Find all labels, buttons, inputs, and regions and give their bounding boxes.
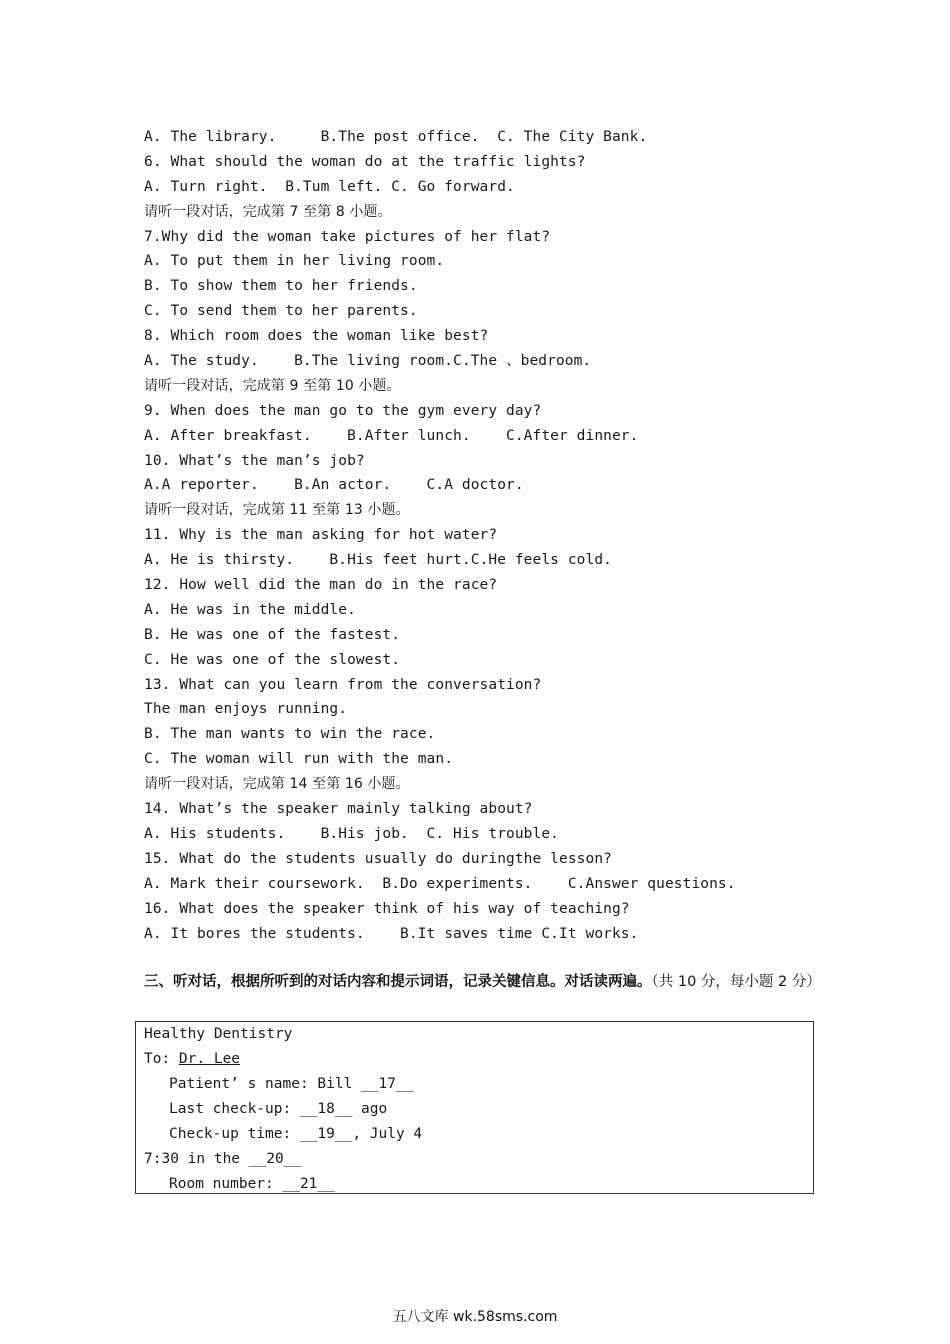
question-line: B. To show them to her friends. — [144, 278, 418, 295]
form-room-number: Room number: __21__ — [169, 1176, 335, 1192]
form-time-place: 7:30 in the __20__ — [144, 1151, 302, 1167]
instruction-line: 请听一段对话，完成第 11 至第 13 小题。 — [144, 502, 410, 519]
question-line: 8. Which room does the woman like best? — [144, 328, 489, 345]
instruction-line: 请听一段对话，完成第 7 至第 8 小题。 — [144, 203, 392, 220]
instruction-line: 请听一段对话，完成第 14 至第 16 小题。 — [144, 776, 410, 793]
question-line: C. To send them to her parents. — [144, 303, 418, 320]
instruction-line: 请听一段对话，完成第 9 至第 10 小题。 — [144, 377, 401, 394]
form-title: Healthy Dentistry — [144, 1026, 293, 1042]
question-line: A. Mark their coursework. B.Do experiments. C.Answer questions. — [144, 875, 736, 892]
question-line: 7.Why did the woman take pictures of her flat? — [144, 228, 551, 245]
question-line: 14. What’s the speaker mainly talking about? — [144, 801, 533, 818]
section-three-heading — [144, 970, 834, 995]
question-line: A. After breakfast. B.After lunch. C.After dinner. — [144, 427, 639, 444]
form-to-line — [144, 1047, 422, 1072]
question-line: C. The woman will run with the man. — [144, 751, 454, 768]
question-line: A. His students. B.His job. C. His trouble. — [144, 825, 559, 842]
question-line: A. He is thirsty. B.His feet hurt.C.He feels cold. — [144, 552, 612, 569]
section-three-heading-bold: 三、听对话，根据所听到的对话内容和提示词语，记录关键信息。对话读两遍。 — [144, 974, 652, 990]
question-line: A. Turn right. B.Tum left. C. Go forward. — [144, 178, 515, 195]
form-to-value: Dr. Lee — [178, 1051, 241, 1067]
question-line: C. He was one of the slowest. — [144, 651, 401, 668]
form-to-label: To: — [144, 1051, 179, 1067]
question-line: 13. What can you learn from the conversation? — [144, 676, 542, 693]
question-line: A. The library. B.The post office. C. The City Bank. — [144, 129, 648, 145]
section-three-heading-points: （共 10 分，每小题 2 分） — [651, 974, 821, 990]
form-checkup-time: Check-up time: __19__, July 4 — [169, 1126, 423, 1142]
question-line: 15. What do the students usually do duringthe lesson? — [144, 850, 612, 867]
question-line: 6. What should the woman do at the traffic lights? — [144, 153, 586, 170]
listening-questions — [144, 125, 824, 946]
question-line: 12. How well did the man do in the race? — [144, 577, 498, 594]
question-line: B. The man wants to win the race. — [144, 726, 436, 743]
footer-watermark: 五八文库 wk.58sms.com — [392, 1309, 558, 1325]
question-line: A. He was in the middle. — [144, 601, 356, 618]
question-line: A. The study. B.The living room.C.The 、bedroom. — [144, 353, 592, 370]
info-form-box — [135, 1021, 814, 1194]
question-line: B. He was one of the fastest. — [144, 626, 401, 643]
question-line: A.A reporter. B.An actor. C.A doctor. — [144, 477, 524, 494]
question-line: The man enjoys running. — [144, 701, 348, 718]
question-line: 9. When does the man go to the gym every day? — [144, 402, 542, 419]
question-line: 10. What’s the man’s job? — [144, 452, 365, 469]
form-patient-name: Patient’ s name: Bill __17__ — [169, 1076, 414, 1092]
question-line: 16. What does the speaker think of his way of teaching? — [144, 900, 630, 917]
form-last-checkup: Last check-up: __18__ ago — [169, 1101, 388, 1117]
question-line: A. To put them in her living room. — [144, 253, 445, 270]
question-line: A. It bores the students. B.It saves time C.It works. — [144, 925, 639, 942]
question-line: 11. Why is the man asking for hot water? — [144, 527, 498, 544]
